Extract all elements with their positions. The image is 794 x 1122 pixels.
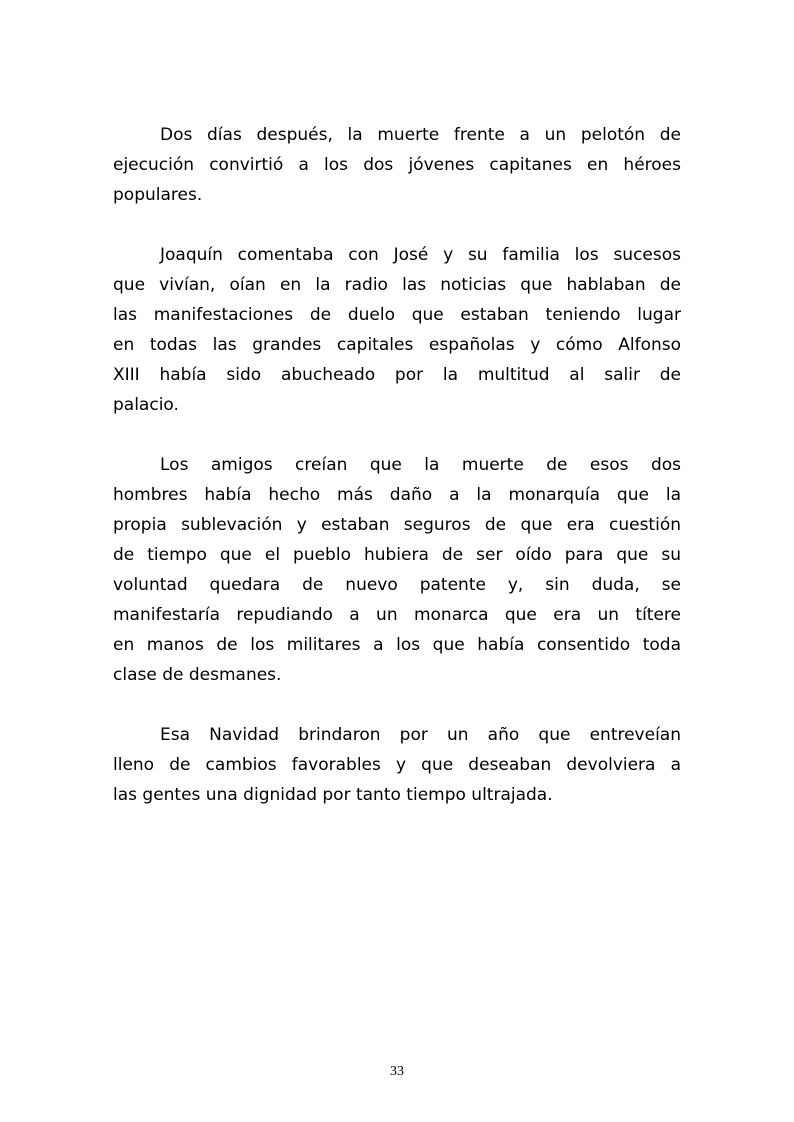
paragraph-2 (113, 240, 681, 420)
text-line: clase de desmanes. (113, 665, 282, 685)
text-line: XIII había sido abucheado por la multitud al salir de (113, 365, 681, 385)
text-line: propia sublevación y estaban seguros de que era cuestión (113, 515, 681, 535)
text-line: ejecución convirtió a los dos jóvenes capitanes en héroes (113, 155, 681, 175)
text-line: populares. (113, 185, 203, 205)
text-line: que vivían, oían en la radio las noticias que hablaban de (113, 275, 681, 295)
text-line: Dos días después, la muerte frente a un pelotón de (160, 125, 681, 145)
text-line: Joaquín comentaba con José y su familia los sucesos (160, 245, 681, 265)
text-line: voluntad quedara de nuevo patente y, sin duda, se (113, 575, 681, 595)
text-line: lleno de cambios favorables y que deseaban devolviera a (113, 755, 681, 775)
text-line: de tiempo que el pueblo hubiera de ser oído para que su (113, 545, 681, 565)
text-line: manifestaría repudiando a un monarca que era un títere (113, 605, 681, 625)
paragraph-4 (113, 720, 681, 810)
text-line: las manifestaciones de duelo que estaban teniendo lugar (113, 305, 681, 325)
text-block (113, 120, 681, 840)
text-line: las gentes una dignidad por tanto tiempo ultrajada. (113, 785, 553, 805)
text-line: palacio. (113, 395, 179, 415)
text-line: hombres había hecho más daño a la monarquía que la (113, 485, 681, 505)
text-line: Los amigos creían que la muerte de esos dos (160, 455, 681, 475)
paragraph-3 (113, 450, 681, 690)
page-number: 33 (390, 1064, 404, 1079)
text-line: en todas las grandes capitales españolas y cómo Alfonso (113, 335, 681, 355)
text-line: Esa Navidad brindaron por un año que entreveían (160, 725, 681, 745)
text-line: en manos de los militares a los que había consentido toda (113, 635, 681, 655)
paragraph-1 (113, 120, 681, 210)
